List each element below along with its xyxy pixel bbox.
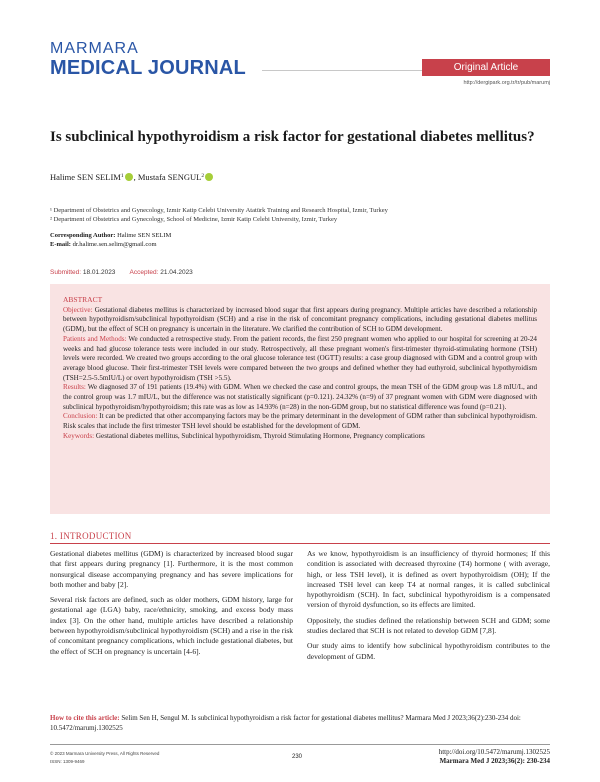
section-heading: 1. INTRODUCTION bbox=[50, 531, 132, 541]
author-affil-number: 1 bbox=[120, 173, 124, 179]
keywords-text: Gestational diabetes mellitus, Subclinical hypothyroidism, Thyroid Stimulating Hormone, Pregnancy complications bbox=[95, 431, 425, 440]
article-title: Is subclinical hypothyroidism a risk factor for gestational diabetes mellitus? bbox=[50, 129, 535, 145]
corresponding-author bbox=[50, 232, 171, 239]
keywords-label: Keywords: bbox=[63, 431, 95, 440]
journal-logo-top: MARMARA bbox=[50, 40, 139, 57]
abstract-conclusion bbox=[63, 412, 537, 431]
corresponding-author-name: Halime SEN SELIM bbox=[117, 232, 172, 239]
objective-label: Objective: bbox=[63, 305, 93, 314]
results-text: We diagnosed 37 of 191 patients (19.4%) with GDM. When we checked the case and control groups, the mean TSH of the GDM group was 1.8 mIU/L, and the control group was 1.7 mIU/L, but the difference was not statistically significant (p=0.121). 24.32% (n=9) of 37 pregnant women with GDM were diagnosed with subclinical hypothyroidism/hypothyroidism; this rate was as low as 14.93% (n=28) in the non-GDM group, but no statistical difference was found (p=0.21). bbox=[63, 383, 537, 411]
body-paragraph: Gestational diabetes mellitus (GDM) is characterized by increased blood sugar that first appears during pregnancy [1]. Furthermore, it is the most common nonsurgical disease accompanying pregnancy and has severe implications for both mother and baby [2]. bbox=[50, 549, 293, 589]
citation-label: How to cite this article: bbox=[50, 714, 120, 722]
affiliation: ² Department of Obstetrics and Gynecology, School of Medicine, Izmir Katip Celebi University, Izmir, Turkey bbox=[50, 216, 338, 223]
corresponding-author-label: Corresponding Author: bbox=[50, 232, 116, 239]
body-paragraph: As we know, hypothyroidism is an insufficiency of thyroid hormones; If this condition is associated with decreased thyroxine (T4) hormone ( with average, high, or less TSH level), it is defined as overt hypothyroidism (OH); If the increased TSH level can keep T4 at normal ranges, it is called subclinical hypothyroidism (SCH). In fact, subclinical hypothyroidism is a compensated version of thyroid dysfunction, so its effects are limited. bbox=[307, 549, 550, 610]
abstract-objective bbox=[63, 306, 537, 335]
submitted-date: 18.01.2023 bbox=[82, 269, 116, 276]
body-column-left bbox=[50, 549, 293, 662]
methods-label: Patients and Methods: bbox=[63, 334, 127, 343]
body-paragraph: Several risk factors are defined, such as older mothers, GDM history, large for gestational age (LGA) baby, race/ethnicity, smoking, and excess body mass index [3]. On the other hand, multiple articles have described a relationship between hypothyroidism/subclinical hypothyroidism (SCH) and a rise in the risk of concomitant pregnancy complications, which include gestational diabetes, but the effect of SCH on pregnancy is uncertain [4-6]. bbox=[50, 595, 293, 656]
objective-text: Gestational diabetes mellitus is characterized by increased blood sugar that first appears during pregnancy. Multiple articles have described a relationship between hypothyroidism/subclinical hypothyroidism (SCH) and a rise in the risk of concomitant pregnancy complications, including gestational diabetes mellitus (GDM), but the effect of SCH on pregnancy is uncertain in the literature. We clarified the contribution of SCH to GDM development. bbox=[63, 305, 537, 334]
footer-divider bbox=[50, 744, 550, 745]
orcid-icon[interactable] bbox=[205, 173, 213, 181]
submitted-label: Submitted: bbox=[50, 269, 82, 276]
accepted-date: 21.04.2023 bbox=[160, 269, 193, 276]
abstract-box bbox=[50, 284, 550, 514]
citation-block bbox=[50, 714, 550, 733]
orcid-icon[interactable] bbox=[125, 173, 133, 181]
citation-text: Selim Sen H, Sengul M. Is subclinical hypothyroidism a risk factor for gestational diabetes mellitus? Marmara Med J 2023;36(2):230-234 doi: 10.5472/marumj.1302525 bbox=[50, 714, 521, 732]
abstract-methods bbox=[63, 335, 537, 384]
accepted-label: Accepted: bbox=[129, 269, 159, 276]
issn-text: ISSN: 1309-9469 bbox=[50, 759, 85, 764]
abstract-heading: ABSTRACT bbox=[63, 295, 103, 304]
copyright-text: © 2023 Marmara University Press, All Rights Reserved bbox=[50, 751, 160, 756]
journal-logo-main: MEDICAL JOURNAL bbox=[50, 57, 246, 79]
author-name: Halime SEN SELIM bbox=[50, 172, 121, 182]
results-label: Results: bbox=[63, 383, 86, 392]
header-divider bbox=[262, 70, 422, 71]
abstract-keywords bbox=[63, 432, 537, 442]
page-number: 230 bbox=[292, 754, 303, 760]
corresponding-email bbox=[50, 241, 157, 248]
article-dates bbox=[50, 269, 193, 276]
conclusion-label: Conclusion: bbox=[63, 412, 98, 421]
author-list: Halime SEN SELIM$^1$ , Mustafa SENGUL$^2$ bbox=[50, 172, 214, 182]
author-name: Mustafa SENGUL bbox=[137, 172, 202, 182]
section-divider bbox=[50, 543, 550, 544]
journal-url-link[interactable]: http://dergipark.org.tr/tr/pub/marumj bbox=[463, 80, 550, 86]
email-link[interactable]: dr.halime.sen.selim@gmail.com bbox=[72, 241, 157, 248]
body-paragraph: Our study aims to identify how subclinical hypothyroidism contributes to the development of GDM. bbox=[307, 641, 550, 661]
methods-text: We conducted a retrospective study. From the patient records, the first 250 pregnant women who applied to our hospital for screening at 20-24 weeks and had glucose tolerance tests were included in our study. Retrospectively, all these pregnant women's first-trimester thyroid-stimulating hormone (TSH) levels were recorded. We created two groups according to the oral glucose tolerance test (OGTT) results: a case group diagnosed with GDM and a control group with average blood glucose. Their first-trimester TSH levels were compared between the two groups and defined whether they had euthyroid, subclinical hypothyroidism (TSH=2.5-5.5mIU/L) or overt hypothyroidism (TSH >5.5). bbox=[63, 334, 537, 382]
doi-link[interactable]: http://doi.org/10.5472/marumj.1302525 bbox=[438, 748, 550, 756]
body-column-right bbox=[307, 549, 550, 667]
conclusion-text: It can be predicted that other accompanying factors may be the primary determinant in the development of GDM rather than subclinical hypothyroidism. Risk scales that include the first trimester TSH level should be established for the development of GDM. bbox=[63, 412, 537, 431]
affiliation: ¹ Department of Obstetrics and Gynecology, Izmir Katip Celebi University Atatürk Training and Research Hospital, Izmir, Turkey bbox=[50, 207, 388, 214]
body-paragraph: Oppositely, the studies defined the relationship between SCH and GDM; some studies declared that SCH is not related to develop GDM [7,8]. bbox=[307, 615, 550, 636]
article-type-badge: Original Article bbox=[422, 59, 550, 76]
footer-left bbox=[50, 750, 159, 766]
abstract-results bbox=[63, 383, 537, 412]
journal-reference: Marmara Med J 2023;36(2): 230-234 bbox=[439, 757, 550, 765]
footer-right bbox=[439, 748, 550, 766]
email-label: E-mail: bbox=[50, 241, 71, 248]
author-affil-number: 2 bbox=[201, 173, 205, 179]
